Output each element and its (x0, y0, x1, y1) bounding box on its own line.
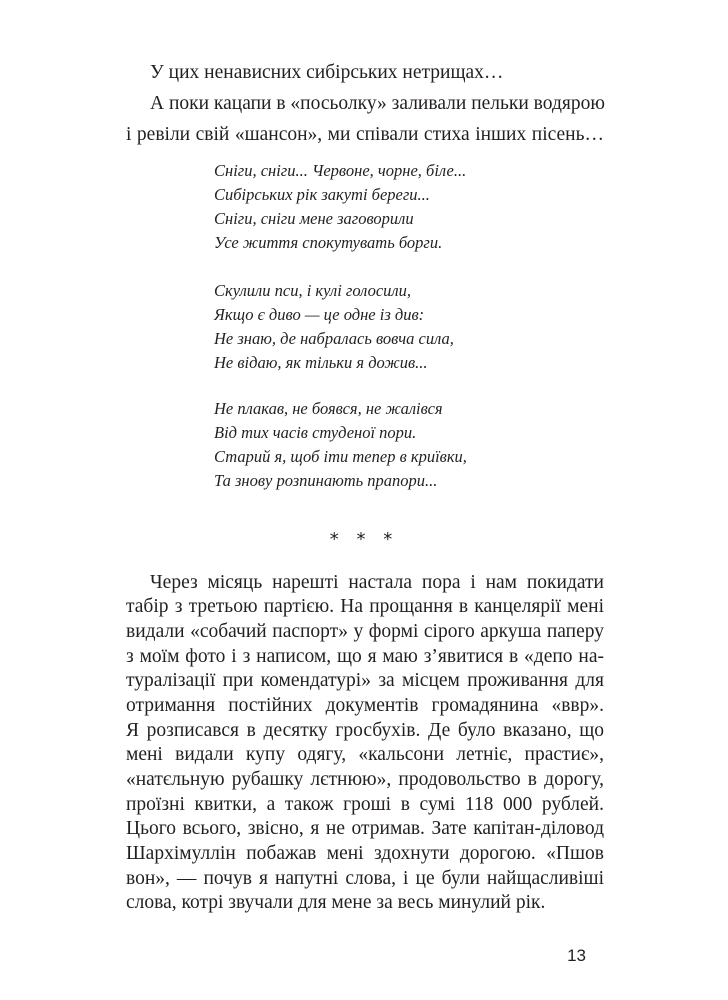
paragraph-line: Через місяць нарешті настала пора і нам покидати (150, 572, 604, 593)
paragraph-line: видали «собачий паспорт» у формі сірого аркуша паперу (126, 621, 604, 642)
paragraph-line: Я розписався в десятку гросбухів. Де було вказано, що (126, 720, 604, 741)
intro-line: А поки кацапи в «посьолку» заливали пельки водярою (150, 93, 605, 114)
verse-line: Якщо є диво — це одне із див: (214, 305, 425, 324)
page-number: 13 (567, 946, 586, 965)
verse-line: Сніги, сніги... Червоне, чорне, біле... (214, 161, 467, 180)
paragraph-line: туралізації при комендатурі» за місцем проживання для (126, 670, 604, 691)
verse-line: Від тих часів студеної пори. (214, 423, 417, 442)
verse-line: Не знаю, де набралась вовча сила, (214, 329, 454, 348)
paragraph-line: вон», — почув я напутні слова, і це були найщасливіші (126, 868, 604, 889)
verse-line: Сніги, сніги мене заговорили (214, 209, 414, 228)
section-separator: * * * (329, 529, 399, 550)
intro-line: і ревіли свій «шансон», ми співали стиха інших пісень… (126, 124, 604, 145)
paragraph-line: «натєльную рубашку лєтнюю», продовольство в дорогу, (126, 769, 604, 790)
verse-line: Не відаю, як тільки я дожив... (214, 353, 428, 372)
verse-line: Усе життя спокутувать борги. (214, 233, 443, 252)
intro-line: У цих ненависних сибірських нетрищах… (150, 62, 504, 83)
verse-line: Не плакав, не боявся, не жалівся (214, 399, 443, 418)
paragraph-line: мені видали купу одягу, «кальсони летніє, прастиє», (126, 744, 604, 765)
paragraph-line: Шархімуллін побажав мені здохнути дорогою. «Пшов (126, 843, 604, 864)
paragraph-line: Цього всього, звісно, я не отримав. Зате капітан-діловод (126, 818, 604, 839)
verse-line: Старий я, щоб іти тепер в криївки, (214, 447, 467, 466)
verse-line: Та знову розпинають прапори... (214, 471, 438, 490)
paragraph-line: з моїм фото і з написом, що я маю з’явитися в «депо на- (126, 646, 604, 667)
verse-line: Скулили пси, і кулі голосили, (214, 281, 411, 300)
paragraph-line: слова, котрі звучали для мене за весь минулий рік. (126, 892, 546, 913)
verse-line: Сибірських рік закуті береги... (214, 185, 430, 204)
paragraph-line: отримання постійних документів громадянина «ввр». (126, 695, 604, 716)
paragraph-line: табір з третьою партією. На прощання в канцелярії мені (126, 596, 604, 617)
paragraph-line: проїзні квитки, а також гроші в сумі 118 000 рублей. (126, 794, 604, 815)
